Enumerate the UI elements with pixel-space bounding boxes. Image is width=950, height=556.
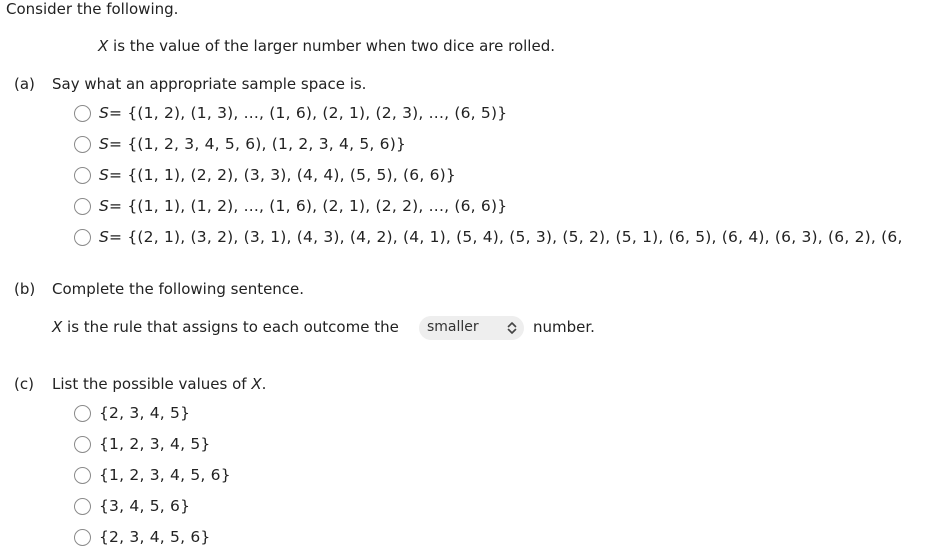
option-label: = {(1, 1), (1, 2), ..., (1, 6), (2, 1), (2, 2), ..., (6, 6)} bbox=[109, 197, 508, 215]
option-label: = {(1, 1), (2, 2), (3, 3), (4, 4), (5, 5), (6, 6)} bbox=[109, 166, 456, 184]
part-c-option-3[interactable] bbox=[74, 466, 231, 484]
question-variable: X bbox=[251, 375, 262, 393]
part-b-sentence-end: number. bbox=[533, 318, 595, 336]
part-a-option-3[interactable] bbox=[74, 166, 456, 184]
part-c-option-5[interactable] bbox=[74, 528, 210, 546]
part-c-option-4[interactable] bbox=[74, 497, 190, 515]
option-label: {3, 4, 5, 6} bbox=[99, 497, 191, 515]
radio-button[interactable] bbox=[74, 136, 91, 153]
option-label: = {(1, 2, 3, 4, 5, 6), (1, 2, 3, 4, 5, 6)} bbox=[109, 135, 407, 153]
option-label: {2, 3, 4, 5, 6} bbox=[99, 528, 211, 546]
option-variable: S bbox=[99, 135, 110, 153]
option-variable: S bbox=[99, 104, 110, 122]
option-label: = {(2, 1), (3, 2), (3, 1), (4, 3), (4, 2), (4, 1), (5, 4), (5, 3), (5, 2), (5, 1), (6, 5), (6, 4), (6, 3), (6, 2), (6, bbox=[109, 228, 903, 246]
option-label: = {(1, 2), (1, 3), ..., (1, 6), (2, 1), (2, 3), ..., (6, 5)} bbox=[109, 104, 508, 122]
sentence-variable: X bbox=[52, 318, 63, 336]
radio-button[interactable] bbox=[74, 498, 91, 515]
part-c-letter: (c) bbox=[14, 375, 34, 393]
part-a-option-2[interactable] bbox=[74, 135, 406, 153]
part-c-question bbox=[52, 375, 266, 393]
question-prefix: List the possible values of bbox=[52, 375, 252, 393]
radio-button[interactable] bbox=[74, 167, 91, 184]
prompt-text: is the value of the larger number when two dice are rolled. bbox=[108, 37, 555, 55]
option-variable: S bbox=[99, 197, 110, 215]
radio-button[interactable] bbox=[74, 529, 91, 546]
part-a-option-1[interactable] bbox=[74, 104, 507, 122]
option-variable: S bbox=[99, 166, 110, 184]
radio-button[interactable] bbox=[74, 436, 91, 453]
part-b-sentence bbox=[52, 318, 399, 336]
radio-button[interactable] bbox=[74, 105, 91, 122]
part-a-option-5[interactable] bbox=[74, 228, 950, 246]
intro-text: Consider the following. bbox=[6, 0, 179, 18]
sentence-text-before: is the rule that assigns to each outcome the bbox=[62, 318, 399, 336]
option-label: {1, 2, 3, 4, 5} bbox=[99, 435, 211, 453]
problem-statement bbox=[98, 37, 555, 55]
option-variable: S bbox=[99, 228, 110, 246]
option-label: {1, 2, 3, 4, 5, 6} bbox=[99, 466, 231, 484]
question-suffix: . bbox=[261, 375, 267, 393]
radio-button[interactable] bbox=[74, 405, 91, 422]
radio-button[interactable] bbox=[74, 198, 91, 215]
part-b-letter: (b) bbox=[14, 280, 36, 298]
chevron-up-down-icon bbox=[506, 321, 518, 335]
part-a-letter: (a) bbox=[14, 75, 35, 93]
radio-button[interactable] bbox=[74, 229, 91, 246]
part-c-option-1[interactable] bbox=[74, 404, 190, 422]
part-b-question: Complete the following sentence. bbox=[52, 280, 305, 298]
outcome-select[interactable] bbox=[419, 316, 524, 340]
part-a-option-4[interactable] bbox=[74, 197, 507, 215]
select-value: smaller bbox=[427, 319, 479, 335]
prompt-variable: X bbox=[98, 37, 109, 55]
part-c-option-2[interactable] bbox=[74, 435, 210, 453]
radio-button[interactable] bbox=[74, 467, 91, 484]
part-a-question: Say what an appropriate sample space is. bbox=[52, 75, 367, 93]
option-label: {2, 3, 4, 5} bbox=[99, 404, 191, 422]
